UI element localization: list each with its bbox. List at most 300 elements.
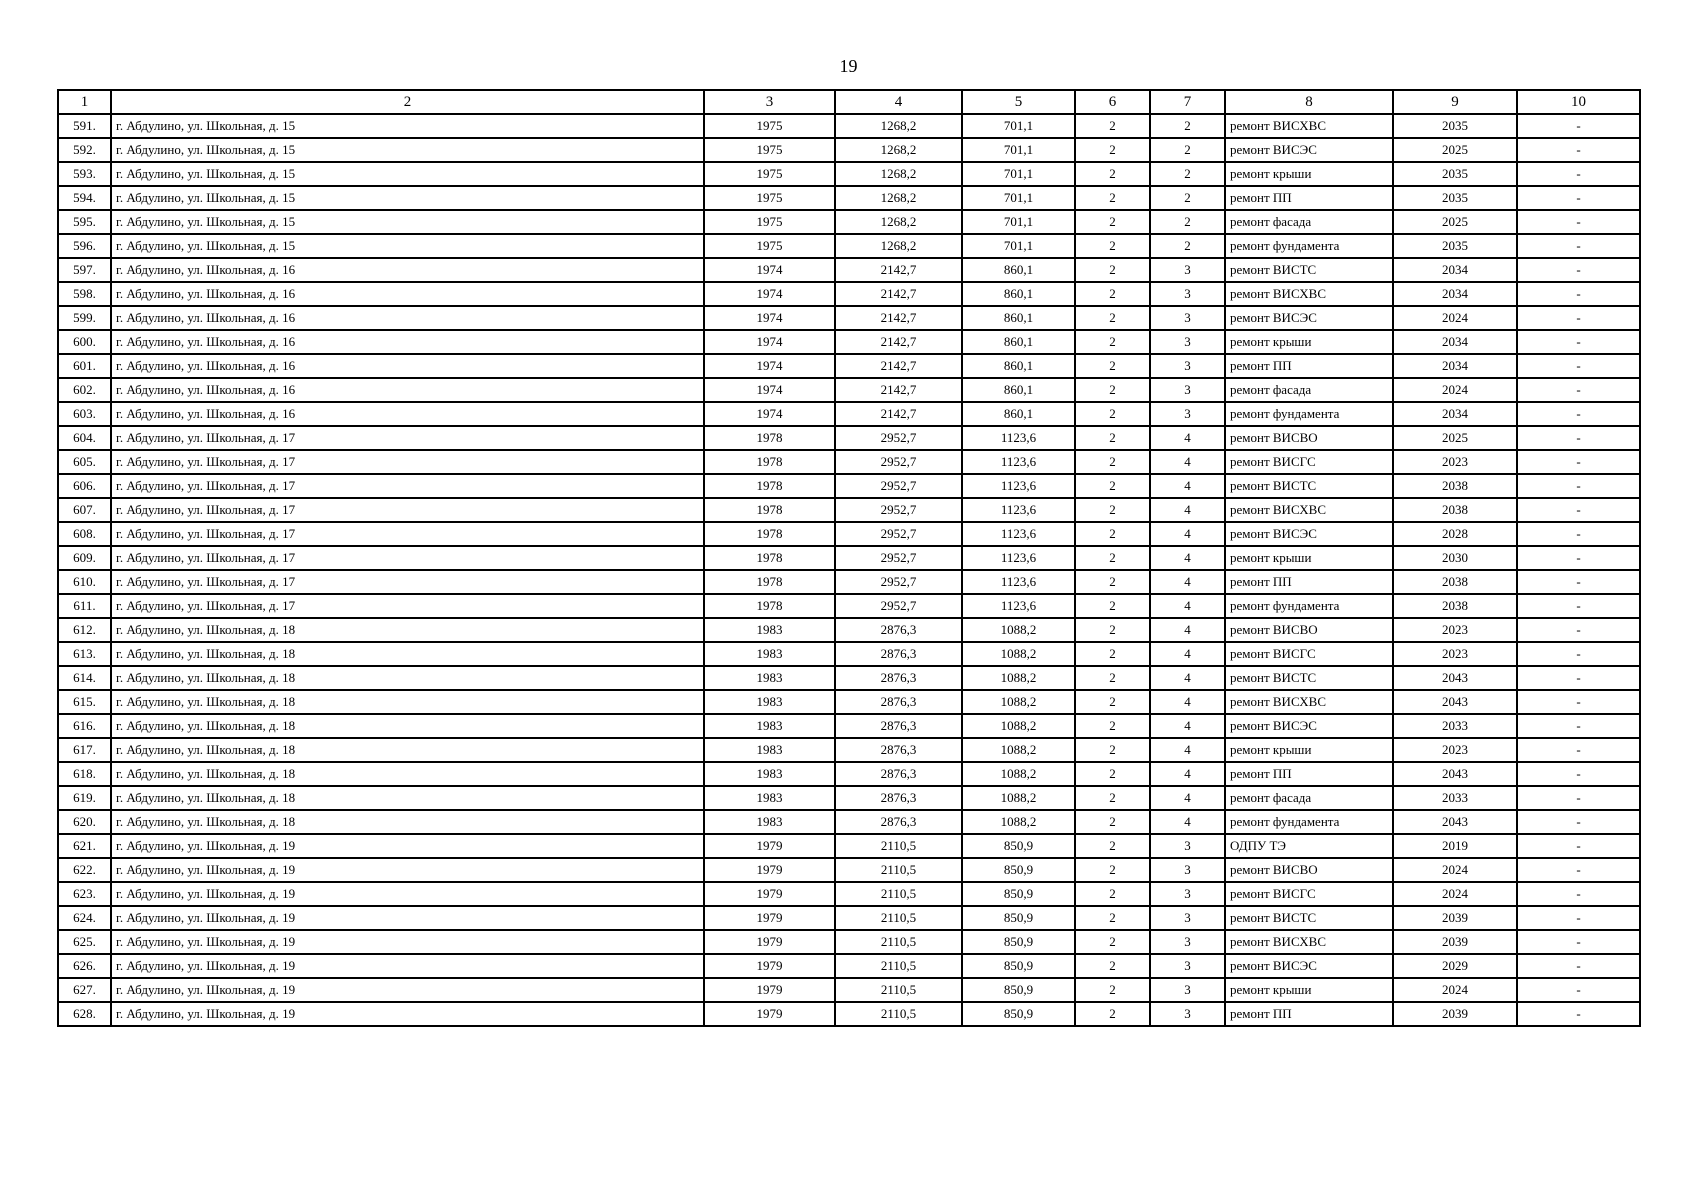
work-type-cell: ремонт ВИСХВС: [1225, 114, 1393, 138]
work-type-cell: ремонт ВИСТС: [1225, 474, 1393, 498]
entrances-cell: 3: [1150, 906, 1225, 930]
total-area-cell: 2876,3: [835, 714, 962, 738]
row-number-cell: 620.: [58, 810, 111, 834]
column-header: 3: [704, 90, 835, 114]
entrances-cell: 3: [1150, 378, 1225, 402]
planned-year-cell: 2030: [1393, 546, 1517, 570]
planned-year-cell: 2035: [1393, 162, 1517, 186]
row-number-cell: 594.: [58, 186, 111, 210]
entrances-cell: 2: [1150, 162, 1225, 186]
address-cell: г. Абдулино, ул. Школьная, д. 19: [111, 930, 704, 954]
note-cell: -: [1517, 258, 1640, 282]
floors-cell: 2: [1075, 810, 1150, 834]
row-number-cell: 616.: [58, 714, 111, 738]
row-number-cell: 595.: [58, 210, 111, 234]
work-type-cell: ремонт крыши: [1225, 162, 1393, 186]
note-cell: -: [1517, 498, 1640, 522]
address-cell: г. Абдулино, ул. Школьная, д. 18: [111, 642, 704, 666]
floors-cell: 2: [1075, 402, 1150, 426]
work-type-cell: ремонт ВИСВО: [1225, 618, 1393, 642]
living-area-cell: 1088,2: [962, 762, 1075, 786]
address-cell: г. Абдулино, ул. Школьная, д. 17: [111, 450, 704, 474]
row-number-cell: 618.: [58, 762, 111, 786]
row-number-cell: 597.: [58, 258, 111, 282]
table-row: [58, 114, 1640, 138]
table-row: [58, 522, 1640, 546]
row-number-cell: 628.: [58, 1002, 111, 1026]
note-cell: -: [1517, 114, 1640, 138]
address-cell: г. Абдулино, ул. Школьная, д. 18: [111, 810, 704, 834]
planned-year-cell: 2025: [1393, 210, 1517, 234]
note-cell: -: [1517, 234, 1640, 258]
year-cell: 1975: [704, 162, 835, 186]
entrances-cell: 4: [1150, 762, 1225, 786]
note-cell: -: [1517, 762, 1640, 786]
table-row: [58, 858, 1640, 882]
address-cell: г. Абдулино, ул. Школьная, д. 17: [111, 546, 704, 570]
table-row: [58, 402, 1640, 426]
living-area-cell: 850,9: [962, 954, 1075, 978]
living-area-cell: 1123,6: [962, 546, 1075, 570]
note-cell: -: [1517, 954, 1640, 978]
row-number-cell: 612.: [58, 618, 111, 642]
address-cell: г. Абдулино, ул. Школьная, д. 19: [111, 1002, 704, 1026]
row-number-cell: 598.: [58, 282, 111, 306]
note-cell: -: [1517, 186, 1640, 210]
total-area-cell: 2142,7: [835, 282, 962, 306]
address-cell: г. Абдулино, ул. Школьная, д. 18: [111, 786, 704, 810]
total-area-cell: 2142,7: [835, 354, 962, 378]
note-cell: -: [1517, 642, 1640, 666]
planned-year-cell: 2038: [1393, 594, 1517, 618]
note-cell: -: [1517, 282, 1640, 306]
row-number-cell: 592.: [58, 138, 111, 162]
living-area-cell: 860,1: [962, 258, 1075, 282]
planned-year-cell: 2028: [1393, 522, 1517, 546]
total-area-cell: 2142,7: [835, 378, 962, 402]
living-area-cell: 850,9: [962, 834, 1075, 858]
floors-cell: 2: [1075, 114, 1150, 138]
floors-cell: 2: [1075, 426, 1150, 450]
address-cell: г. Абдулино, ул. Школьная, д. 16: [111, 378, 704, 402]
row-number-cell: 624.: [58, 906, 111, 930]
year-cell: 1974: [704, 306, 835, 330]
year-cell: 1974: [704, 378, 835, 402]
total-area-cell: 1268,2: [835, 234, 962, 258]
work-type-cell: ремонт ВИСЭС: [1225, 138, 1393, 162]
total-area-cell: 2952,7: [835, 522, 962, 546]
row-number-cell: 600.: [58, 330, 111, 354]
planned-year-cell: 2038: [1393, 474, 1517, 498]
work-type-cell: ремонт ВИСЭС: [1225, 522, 1393, 546]
year-cell: 1983: [704, 690, 835, 714]
planned-year-cell: 2043: [1393, 762, 1517, 786]
year-cell: 1979: [704, 954, 835, 978]
note-cell: -: [1517, 210, 1640, 234]
living-area-cell: 860,1: [962, 402, 1075, 426]
note-cell: -: [1517, 978, 1640, 1002]
row-number-cell: 621.: [58, 834, 111, 858]
table-row: [58, 546, 1640, 570]
living-area-cell: 701,1: [962, 114, 1075, 138]
planned-year-cell: 2034: [1393, 282, 1517, 306]
planned-year-cell: 2034: [1393, 354, 1517, 378]
year-cell: 1975: [704, 114, 835, 138]
entrances-cell: 4: [1150, 426, 1225, 450]
address-cell: г. Абдулино, ул. Школьная, д. 17: [111, 594, 704, 618]
work-type-cell: ремонт ПП: [1225, 762, 1393, 786]
floors-cell: 2: [1075, 522, 1150, 546]
total-area-cell: 2110,5: [835, 954, 962, 978]
floors-cell: 2: [1075, 138, 1150, 162]
living-area-cell: 850,9: [962, 906, 1075, 930]
row-number-cell: 626.: [58, 954, 111, 978]
row-number-cell: 627.: [58, 978, 111, 1002]
total-area-cell: 2952,7: [835, 546, 962, 570]
year-cell: 1983: [704, 762, 835, 786]
year-cell: 1975: [704, 210, 835, 234]
total-area-cell: 2876,3: [835, 810, 962, 834]
address-cell: г. Абдулино, ул. Школьная, д. 15: [111, 234, 704, 258]
table-row: [58, 474, 1640, 498]
work-type-cell: ремонт крыши: [1225, 978, 1393, 1002]
planned-year-cell: 2029: [1393, 954, 1517, 978]
work-type-cell: ремонт ВИСВО: [1225, 858, 1393, 882]
address-cell: г. Абдулино, ул. Школьная, д. 16: [111, 402, 704, 426]
total-area-cell: 2110,5: [835, 978, 962, 1002]
column-header: 6: [1075, 90, 1150, 114]
table-row: [58, 594, 1640, 618]
table-row: [58, 618, 1640, 642]
total-area-cell: 2952,7: [835, 570, 962, 594]
living-area-cell: 860,1: [962, 282, 1075, 306]
table-row: [58, 714, 1640, 738]
table-row: [58, 882, 1640, 906]
note-cell: -: [1517, 162, 1640, 186]
row-number-cell: 625.: [58, 930, 111, 954]
work-type-cell: ремонт ВИСВО: [1225, 426, 1393, 450]
living-area-cell: 1123,6: [962, 594, 1075, 618]
table-row: [58, 570, 1640, 594]
living-area-cell: 850,9: [962, 978, 1075, 1002]
table-row: [58, 162, 1640, 186]
planned-year-cell: 2043: [1393, 666, 1517, 690]
address-cell: г. Абдулино, ул. Школьная, д. 17: [111, 498, 704, 522]
living-area-cell: 860,1: [962, 306, 1075, 330]
living-area-cell: 860,1: [962, 378, 1075, 402]
floors-cell: 2: [1075, 378, 1150, 402]
address-cell: г. Абдулино, ул. Школьная, д. 19: [111, 858, 704, 882]
year-cell: 1974: [704, 258, 835, 282]
living-area-cell: 1123,6: [962, 498, 1075, 522]
entrances-cell: 4: [1150, 594, 1225, 618]
total-area-cell: 1268,2: [835, 210, 962, 234]
entrances-cell: 3: [1150, 330, 1225, 354]
table-row: [58, 426, 1640, 450]
floors-cell: 2: [1075, 258, 1150, 282]
note-cell: -: [1517, 354, 1640, 378]
address-cell: г. Абдулино, ул. Школьная, д. 17: [111, 570, 704, 594]
row-number-cell: 610.: [58, 570, 111, 594]
planned-year-cell: 2038: [1393, 570, 1517, 594]
total-area-cell: 2952,7: [835, 474, 962, 498]
planned-year-cell: 2033: [1393, 786, 1517, 810]
table-row: [58, 930, 1640, 954]
note-cell: -: [1517, 594, 1640, 618]
floors-cell: 2: [1075, 738, 1150, 762]
living-area-cell: 1088,2: [962, 810, 1075, 834]
living-area-cell: 860,1: [962, 330, 1075, 354]
address-cell: г. Абдулино, ул. Школьная, д. 15: [111, 186, 704, 210]
planned-year-cell: 2023: [1393, 642, 1517, 666]
work-type-cell: ремонт ПП: [1225, 354, 1393, 378]
address-cell: г. Абдулино, ул. Школьная, д. 16: [111, 306, 704, 330]
floors-cell: 2: [1075, 834, 1150, 858]
work-type-cell: ремонт ВИСТС: [1225, 258, 1393, 282]
row-number-cell: 604.: [58, 426, 111, 450]
entrances-cell: 3: [1150, 306, 1225, 330]
work-type-cell: ремонт ВИСТС: [1225, 906, 1393, 930]
total-area-cell: 2876,3: [835, 738, 962, 762]
entrances-cell: 4: [1150, 714, 1225, 738]
planned-year-cell: 2024: [1393, 978, 1517, 1002]
floors-cell: 2: [1075, 474, 1150, 498]
year-cell: 1979: [704, 906, 835, 930]
note-cell: -: [1517, 906, 1640, 930]
work-type-cell: ремонт ВИСЭС: [1225, 306, 1393, 330]
total-area-cell: 1268,2: [835, 186, 962, 210]
total-area-cell: 2110,5: [835, 1002, 962, 1026]
table-row: [58, 906, 1640, 930]
year-cell: 1975: [704, 234, 835, 258]
planned-year-cell: 2035: [1393, 234, 1517, 258]
planned-year-cell: 2024: [1393, 882, 1517, 906]
work-type-cell: ремонт ПП: [1225, 570, 1393, 594]
address-cell: г. Абдулино, ул. Школьная, д. 15: [111, 138, 704, 162]
entrances-cell: 4: [1150, 690, 1225, 714]
work-type-cell: ремонт фундамента: [1225, 594, 1393, 618]
living-area-cell: 1123,6: [962, 570, 1075, 594]
table-row: [58, 354, 1640, 378]
table-body: [58, 114, 1640, 1026]
note-cell: -: [1517, 138, 1640, 162]
column-header: 5: [962, 90, 1075, 114]
entrances-cell: 4: [1150, 522, 1225, 546]
note-cell: -: [1517, 882, 1640, 906]
note-cell: -: [1517, 810, 1640, 834]
work-type-cell: ремонт ВИСТС: [1225, 666, 1393, 690]
planned-year-cell: 2023: [1393, 738, 1517, 762]
column-header: 4: [835, 90, 962, 114]
entrances-cell: 3: [1150, 954, 1225, 978]
work-type-cell: ремонт ВИСХВС: [1225, 690, 1393, 714]
total-area-cell: 2876,3: [835, 762, 962, 786]
total-area-cell: 1268,2: [835, 114, 962, 138]
entrances-cell: 3: [1150, 930, 1225, 954]
total-area-cell: 2142,7: [835, 330, 962, 354]
row-number-cell: 619.: [58, 786, 111, 810]
entrances-cell: 4: [1150, 546, 1225, 570]
total-area-cell: 2952,7: [835, 426, 962, 450]
year-cell: 1983: [704, 642, 835, 666]
living-area-cell: 701,1: [962, 162, 1075, 186]
year-cell: 1979: [704, 834, 835, 858]
floors-cell: 2: [1075, 858, 1150, 882]
table-row: [58, 282, 1640, 306]
floors-cell: 2: [1075, 690, 1150, 714]
header-row: [58, 90, 1640, 114]
table-row: [58, 642, 1640, 666]
work-type-cell: ремонт ВИСЭС: [1225, 714, 1393, 738]
row-number-cell: 601.: [58, 354, 111, 378]
entrances-cell: 3: [1150, 882, 1225, 906]
row-number-cell: 602.: [58, 378, 111, 402]
total-area-cell: 2952,7: [835, 594, 962, 618]
address-cell: г. Абдулино, ул. Школьная, д. 16: [111, 354, 704, 378]
floors-cell: 2: [1075, 594, 1150, 618]
entrances-cell: 2: [1150, 186, 1225, 210]
total-area-cell: 2876,3: [835, 690, 962, 714]
floors-cell: 2: [1075, 282, 1150, 306]
column-header: 1: [58, 90, 111, 114]
note-cell: -: [1517, 714, 1640, 738]
entrances-cell: 2: [1150, 234, 1225, 258]
table-row: [58, 498, 1640, 522]
address-cell: г. Абдулино, ул. Школьная, д. 16: [111, 258, 704, 282]
table-row: [58, 786, 1640, 810]
floors-cell: 2: [1075, 330, 1150, 354]
note-cell: -: [1517, 690, 1640, 714]
year-cell: 1974: [704, 402, 835, 426]
work-type-cell: ремонт ВИСХВС: [1225, 498, 1393, 522]
floors-cell: 2: [1075, 546, 1150, 570]
row-number-cell: 599.: [58, 306, 111, 330]
address-cell: г. Абдулино, ул. Школьная, д. 18: [111, 762, 704, 786]
address-cell: г. Абдулино, ул. Школьная, д. 17: [111, 426, 704, 450]
year-cell: 1974: [704, 330, 835, 354]
entrances-cell: 4: [1150, 450, 1225, 474]
note-cell: -: [1517, 402, 1640, 426]
row-number-cell: 608.: [58, 522, 111, 546]
entrances-cell: 4: [1150, 474, 1225, 498]
floors-cell: 2: [1075, 210, 1150, 234]
work-type-cell: ремонт ВИСГС: [1225, 642, 1393, 666]
living-area-cell: 1123,6: [962, 450, 1075, 474]
note-cell: -: [1517, 450, 1640, 474]
planned-year-cell: 2038: [1393, 498, 1517, 522]
work-type-cell: ремонт фундамента: [1225, 810, 1393, 834]
planned-year-cell: 2043: [1393, 690, 1517, 714]
entrances-cell: 3: [1150, 834, 1225, 858]
entrances-cell: 4: [1150, 618, 1225, 642]
table-row: [58, 1002, 1640, 1026]
entrances-cell: 3: [1150, 354, 1225, 378]
floors-cell: 2: [1075, 882, 1150, 906]
total-area-cell: 2142,7: [835, 402, 962, 426]
entrances-cell: 3: [1150, 258, 1225, 282]
living-area-cell: 701,1: [962, 210, 1075, 234]
year-cell: 1979: [704, 858, 835, 882]
floors-cell: 2: [1075, 186, 1150, 210]
address-cell: г. Абдулино, ул. Школьная, д. 17: [111, 522, 704, 546]
table-row: [58, 306, 1640, 330]
floors-cell: 2: [1075, 354, 1150, 378]
work-type-cell: ремонт ПП: [1225, 1002, 1393, 1026]
year-cell: 1983: [704, 786, 835, 810]
address-cell: г. Абдулино, ул. Школьная, д. 19: [111, 882, 704, 906]
floors-cell: 2: [1075, 906, 1150, 930]
total-area-cell: 2876,3: [835, 618, 962, 642]
table-row: [58, 378, 1640, 402]
entrances-cell: 4: [1150, 498, 1225, 522]
planned-year-cell: 2024: [1393, 378, 1517, 402]
address-cell: г. Абдулино, ул. Школьная, д. 16: [111, 282, 704, 306]
year-cell: 1978: [704, 522, 835, 546]
table-row: [58, 186, 1640, 210]
row-number-cell: 623.: [58, 882, 111, 906]
floors-cell: 2: [1075, 666, 1150, 690]
total-area-cell: 2952,7: [835, 450, 962, 474]
work-type-cell: ремонт крыши: [1225, 738, 1393, 762]
total-area-cell: 1268,2: [835, 138, 962, 162]
work-type-cell: ремонт ВИСХВС: [1225, 930, 1393, 954]
year-cell: 1978: [704, 498, 835, 522]
address-cell: г. Абдулино, ул. Школьная, д. 18: [111, 618, 704, 642]
planned-year-cell: 2039: [1393, 1002, 1517, 1026]
floors-cell: 2: [1075, 786, 1150, 810]
table-row: [58, 666, 1640, 690]
note-cell: -: [1517, 618, 1640, 642]
work-type-cell: ремонт ВИСЭС: [1225, 954, 1393, 978]
year-cell: 1983: [704, 666, 835, 690]
entrances-cell: 2: [1150, 210, 1225, 234]
entrances-cell: 4: [1150, 786, 1225, 810]
note-cell: -: [1517, 378, 1640, 402]
work-type-cell: ремонт фундамента: [1225, 234, 1393, 258]
address-cell: г. Абдулино, ул. Школьная, д. 19: [111, 978, 704, 1002]
address-cell: г. Абдулино, ул. Школьная, д. 18: [111, 714, 704, 738]
row-number-cell: 613.: [58, 642, 111, 666]
address-cell: г. Абдулино, ул. Школьная, д. 16: [111, 330, 704, 354]
floors-cell: 2: [1075, 162, 1150, 186]
table-row: [58, 954, 1640, 978]
table-row: [58, 210, 1640, 234]
floors-cell: 2: [1075, 570, 1150, 594]
planned-year-cell: 2025: [1393, 426, 1517, 450]
planned-year-cell: 2039: [1393, 906, 1517, 930]
total-area-cell: 2142,7: [835, 306, 962, 330]
year-cell: 1979: [704, 978, 835, 1002]
year-cell: 1979: [704, 1002, 835, 1026]
entrances-cell: 3: [1150, 858, 1225, 882]
planned-year-cell: 2023: [1393, 618, 1517, 642]
note-cell: -: [1517, 306, 1640, 330]
planned-year-cell: 2025: [1393, 138, 1517, 162]
table-row: [58, 978, 1640, 1002]
total-area-cell: 2876,3: [835, 666, 962, 690]
note-cell: -: [1517, 666, 1640, 690]
floors-cell: 2: [1075, 498, 1150, 522]
note-cell: -: [1517, 330, 1640, 354]
living-area-cell: 1088,2: [962, 642, 1075, 666]
work-type-cell: ремонт крыши: [1225, 330, 1393, 354]
work-type-cell: ОДПУ ТЭ: [1225, 834, 1393, 858]
planned-year-cell: 2039: [1393, 930, 1517, 954]
total-area-cell: 2110,5: [835, 930, 962, 954]
planned-year-cell: 2043: [1393, 810, 1517, 834]
entrances-cell: 2: [1150, 138, 1225, 162]
entrances-cell: 4: [1150, 570, 1225, 594]
